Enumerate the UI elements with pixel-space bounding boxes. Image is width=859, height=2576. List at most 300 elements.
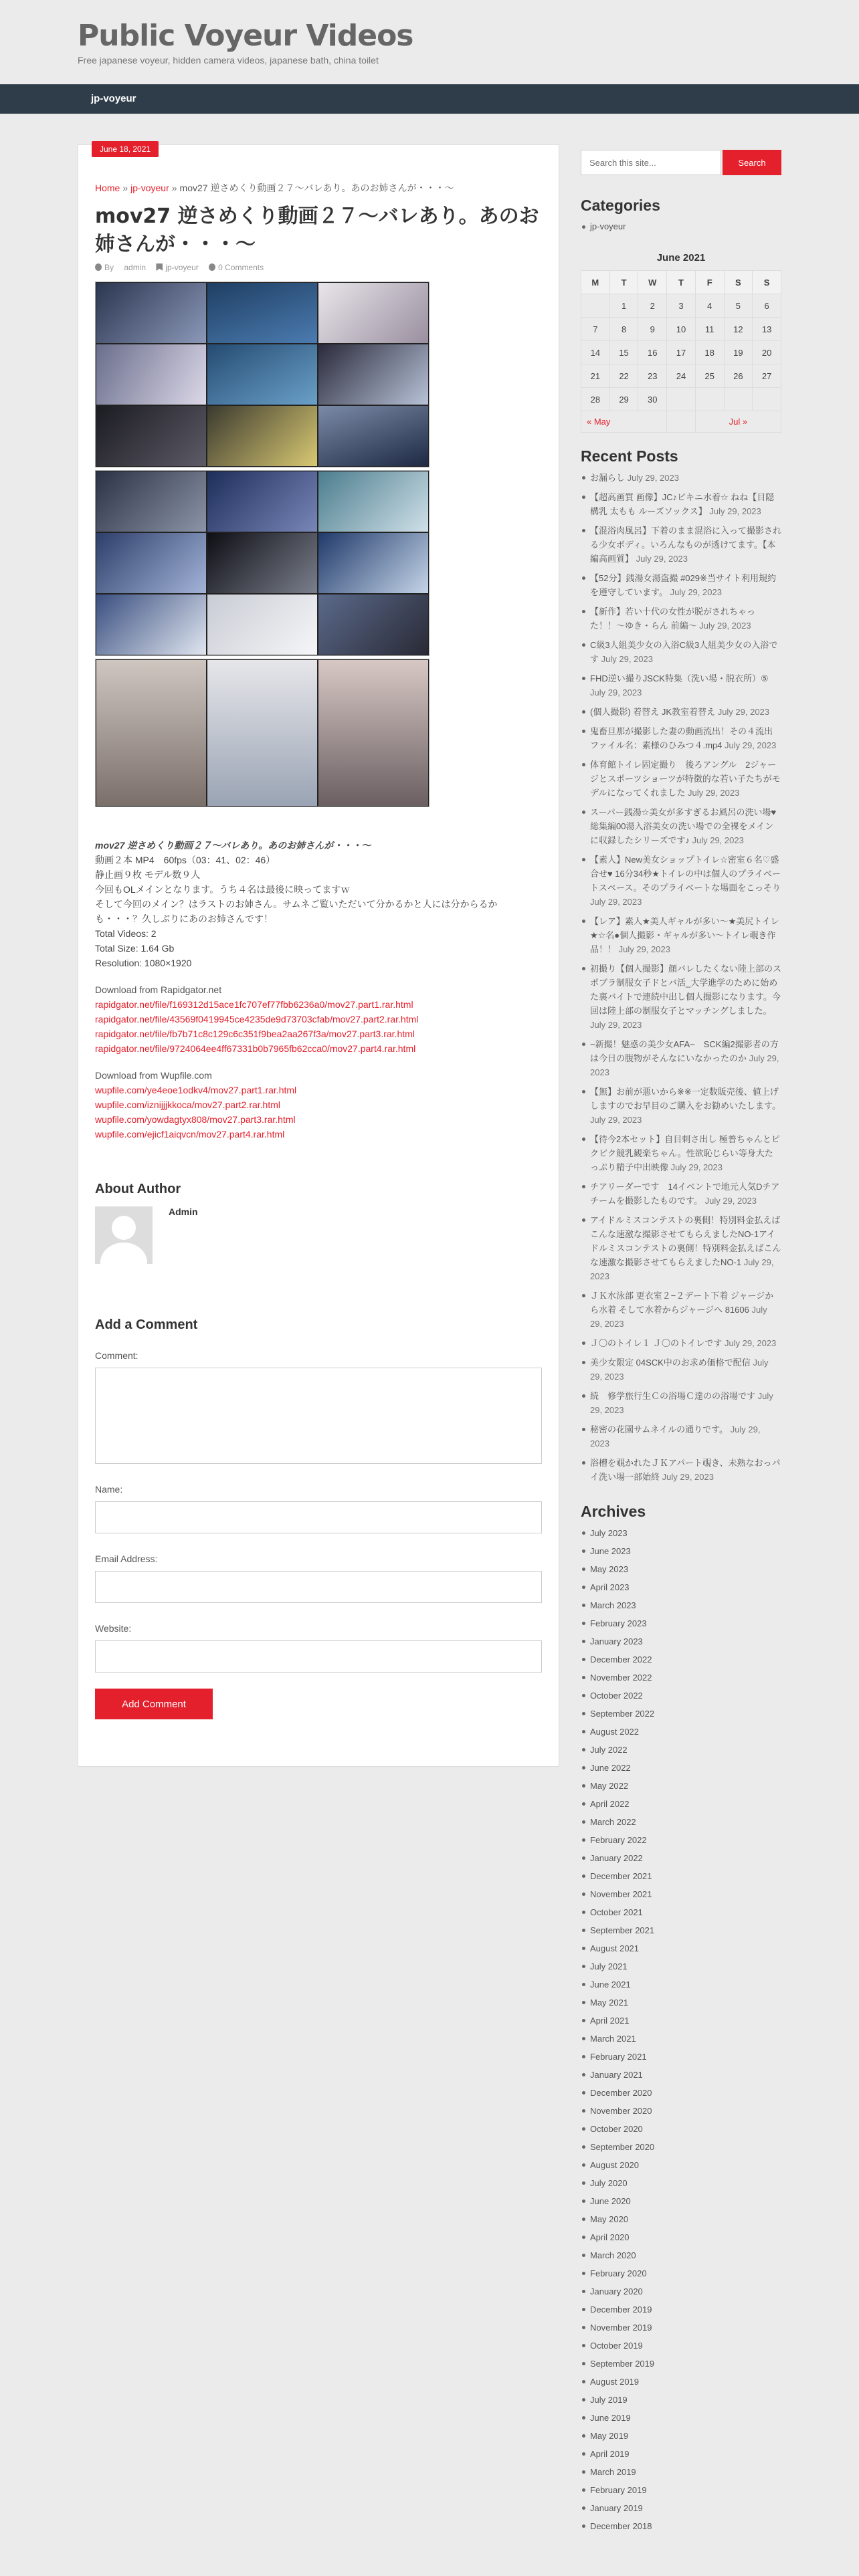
archive-link[interactable]: December 2020	[590, 2088, 652, 2098]
calendar-day: 22	[609, 364, 638, 388]
archive-link[interactable]: February 2021	[590, 2052, 647, 2062]
archive-item	[581, 2194, 781, 2208]
recent-post-item	[581, 853, 781, 909]
archive-item	[581, 1977, 781, 1992]
archive-link[interactable]: August 2020	[590, 2160, 640, 2170]
email-label: Email Address:	[95, 1553, 158, 1564]
archive-item	[581, 2230, 781, 2244]
recent-post-item	[581, 1289, 781, 1331]
description-line: そして今回のメイン？はラストのお姉さん。サムネご覧いただいて分かるかと人には分からるかも・・・？久しぶりにあのお姉さんです！	[95, 899, 498, 924]
archive-item	[581, 1887, 781, 1901]
download-link[interactable]: rapidgator.net/file/f169312d15ace1fc707ef77fbb6236a0/mov27.part1.rar.html	[95, 999, 413, 1010]
archive-item	[581, 1797, 781, 1811]
archive-link[interactable]: October 2020	[590, 2124, 643, 2134]
calendar-day-header: S	[724, 271, 753, 294]
thumbnail-image[interactable]	[95, 470, 430, 656]
archive-link[interactable]: July 2020	[590, 2178, 628, 2188]
recent-post-link[interactable]: C級3人組美少女の入浴C級3人組美少女の入浴です	[590, 640, 778, 664]
archive-item	[581, 2248, 781, 2262]
archive-item	[581, 2014, 781, 2028]
calendar-day-header: M	[581, 271, 610, 294]
site-title[interactable]: Public Voyeur Videos	[78, 19, 413, 53]
recent-post-link[interactable]: スーパー銭湯☆美女が多すぎるお風呂の洗い場♥総集編00湯入浴美女の洗い場での全裸をメインに収録したシリーズです♪	[590, 807, 777, 845]
archive-item	[581, 2483, 781, 2497]
archive-link[interactable]: June 2020	[590, 2196, 631, 2206]
recent-post-link[interactable]: 【52分】銭湯女湯盗撮 #029※当サイト利用規約を遵守しています。	[590, 573, 776, 597]
recent-post-date: July 29, 2023	[590, 1257, 774, 1281]
bookmark-icon	[156, 263, 163, 271]
archive-item	[581, 1779, 781, 1793]
archive-item	[581, 1833, 781, 1847]
archive-item	[581, 1652, 781, 1667]
breadcrumb-separator: »	[122, 183, 128, 193]
archive-item	[581, 1761, 781, 1775]
download-rapidgator	[95, 982, 542, 1056]
calendar-day-header: S	[753, 271, 781, 294]
post-title: mov27 逆さめくり動画２７〜バレあり。あのお姉さんが・・・〜	[95, 205, 539, 256]
download-link[interactable]: wupfile.com/ejicf1aiqvcn/mov27.part4.rar.html	[95, 1129, 285, 1140]
archive-link[interactable]: October 2019	[590, 2341, 643, 2351]
download-link[interactable]: wupfile.com/ye4eoe1odkv4/mov27.part1.rar.html	[95, 1085, 297, 1095]
recent-post-date: July 29, 2023	[590, 1115, 642, 1125]
archive-item	[581, 2465, 781, 2479]
calendar-day: 28	[581, 388, 610, 411]
recent-post-date: July 29, 2023	[590, 1053, 779, 1077]
archive-item	[581, 2321, 781, 2335]
recent-post-link[interactable]: FHD逆い撮りJSCK特集（洗い場・脱衣所）⑤	[590, 673, 769, 683]
search-widget	[581, 150, 781, 175]
calendar-day: 24	[667, 364, 696, 388]
author-row	[95, 1206, 542, 1264]
archives-list	[581, 1526, 781, 2533]
archive-link[interactable]: June 2019	[590, 2413, 631, 2423]
archive-item	[581, 2050, 781, 2064]
calendar-day	[695, 388, 724, 411]
archive-item	[581, 2176, 781, 2190]
archive-link[interactable]: April 2020	[590, 2232, 630, 2242]
archive-link[interactable]: April 2019	[590, 2449, 630, 2459]
archive-item	[581, 1544, 781, 1558]
recent-post-date: July 29, 2023	[590, 1424, 761, 1448]
author-name: Admin	[169, 1206, 198, 1217]
calendar-day: 15	[609, 341, 638, 364]
calendar-day: 20	[753, 341, 781, 364]
calendar-next-cell	[695, 411, 781, 433]
archive-link[interactable]: March 2019	[590, 2467, 636, 2477]
categories-heading: Categories	[581, 197, 660, 214]
archive-item	[581, 2447, 781, 2461]
calendar-day	[581, 294, 610, 318]
recent-post-item	[581, 1389, 781, 1417]
archive-link[interactable]: July 2023	[590, 1528, 628, 1538]
recent-posts-heading: Recent Posts	[581, 447, 678, 465]
nav-item-jp-voyeur[interactable]: jp-voyeur	[91, 93, 136, 104]
archive-item	[581, 1905, 781, 1919]
archive-item	[581, 2158, 781, 2172]
archive-item	[581, 1707, 781, 1721]
archive-item	[581, 1869, 781, 1883]
calendar-day: 10	[667, 318, 696, 341]
calendar-day: 27	[753, 364, 781, 388]
calendar-day: 12	[724, 318, 753, 341]
archive-link[interactable]: May 2022	[590, 1781, 629, 1791]
calendar-title: June 2021	[656, 252, 706, 263]
calendar-day: 29	[609, 388, 638, 411]
archive-link[interactable]: April 2023	[590, 1582, 630, 1592]
calendar	[581, 252, 781, 433]
search-button[interactable]: Search	[723, 150, 781, 175]
archive-link[interactable]: November 2020	[590, 2106, 652, 2116]
archive-link[interactable]: March 2021	[590, 2034, 636, 2044]
site-header	[0, 0, 859, 84]
archive-link[interactable]: July 2022	[590, 1745, 628, 1755]
comment-form	[95, 1317, 542, 1719]
recent-post-item	[581, 490, 781, 518]
recent-post-date: July 29, 2023	[636, 554, 688, 564]
archive-link[interactable]: December 2019	[590, 2304, 652, 2315]
calendar-empty-cell	[667, 411, 696, 433]
recent-post-item	[581, 1456, 781, 1484]
calendar-day	[724, 388, 753, 411]
website-field[interactable]	[95, 1640, 542, 1673]
recent-post-link[interactable]: Ｊ〇のトイレ１ Ｊ〇のトイレです	[590, 1338, 723, 1348]
calendar-day: 19	[724, 341, 753, 364]
archive-link[interactable]: July 2019	[590, 2395, 628, 2405]
recent-post-date: July 29, 2023	[687, 788, 740, 798]
calendar-day	[753, 388, 781, 411]
calendar-day: 18	[695, 341, 724, 364]
recent-post-item	[581, 758, 781, 800]
archive-link[interactable]: January 2020	[590, 2286, 643, 2296]
recent-post-link[interactable]: 秘密の花園サムネイルの通りです。	[590, 1424, 729, 1434]
archive-link[interactable]: September 2022	[590, 1709, 655, 1719]
recent-post-item	[581, 638, 781, 666]
download-link[interactable]: rapidgator.net/file/9724064ee4ff67331b0b7965fb62cca0/mov27.part4.rar.html	[95, 1043, 416, 1054]
calendar-day: 6	[753, 294, 781, 318]
archive-link[interactable]: February 2020	[590, 2268, 647, 2278]
description-lead: mov27 逆さめくり動画２７〜バレあり。あのお姉さんが・・・〜	[95, 840, 371, 851]
archive-link[interactable]: May 2021	[590, 1998, 629, 2008]
archive-item	[581, 2429, 781, 2443]
description-line: 今回もOLメインとなります。うち４名は最後に映ってますｗ	[95, 884, 351, 895]
archive-link[interactable]: January 2021	[590, 2070, 643, 2080]
comment-label: Comment:	[95, 1350, 138, 1361]
meta-comments[interactable]: 0 Comments	[218, 263, 264, 272]
archive-link[interactable]: March 2022	[590, 1817, 636, 1827]
description-line: Total Videos: 2	[95, 928, 157, 939]
recent-post-link[interactable]: チアリーダーです 14イベントで地元人気Dチアチームを撮影したものです。	[590, 1182, 780, 1206]
archive-link[interactable]: December 2022	[590, 1654, 652, 1665]
calendar-day-header: W	[638, 271, 667, 294]
archive-link[interactable]: March 2020	[590, 2250, 636, 2260]
recent-post-date: July 29, 2023	[699, 621, 751, 631]
recent-posts	[581, 447, 781, 1484]
recent-post-link[interactable]: 【レア】素人★美人ギャルが多い〜★美尻トイレ★☆名●個人撮影・ギャルが多い〜トイレ覗き作品！！	[590, 916, 779, 954]
recent-post-link[interactable]: アイドルミスコンテストの裏側！特別料金払えばこんな速激な撮影させてもらえましたNO-1アイドルミスコンテストの裏側！特別料金払えばこんな速激な撮影させてもらえましたNO-1	[590, 1215, 781, 1267]
archive-link[interactable]: August 2022	[590, 1727, 640, 1737]
comment-textarea[interactable]	[95, 1368, 542, 1464]
archive-link[interactable]: April 2021	[590, 2016, 630, 2026]
archive-item	[581, 2086, 781, 2100]
thumbnail-gallery	[95, 282, 430, 807]
calendar-day: 3	[667, 294, 696, 318]
archive-item	[581, 2266, 781, 2280]
post-meta	[95, 263, 542, 272]
description-line: Total Size: 1.64 Gb	[95, 943, 175, 954]
calendar-day: 5	[724, 294, 753, 318]
recent-post-date: July 29, 2023	[627, 473, 679, 483]
archive-link[interactable]: November 2022	[590, 1673, 652, 1683]
recent-post-date: July 29, 2023	[590, 1020, 642, 1030]
archive-link[interactable]: October 2022	[590, 1691, 643, 1701]
recent-post-link[interactable]: 【素人】New美女ショップトイレ☆密室６名♡盛合せ♥ 16分34秒★トイレの中は個人のプライベートスペース。そのプライベートな場面をこっそり	[590, 855, 781, 893]
breadcrumb-category[interactable]: jp-voyeur	[130, 183, 169, 193]
archive-item	[581, 2339, 781, 2353]
recent-post-link[interactable]: 浴槽を覗かれたＪＫアパート覗き、未熟なおっパイ洗い場一部始終	[590, 1458, 781, 1482]
recent-post-link[interactable]: 【無】お前が悪いから※※一定数販売後、値上げしますのでお早目のご購入をお勧めいたします。	[590, 1087, 781, 1111]
recent-post-link[interactable]: 続 修学旅行生Ｃの浴場Ｃ達のの浴場です	[590, 1391, 756, 1401]
post	[78, 144, 559, 1767]
main-nav	[0, 84, 859, 114]
calendar-day: 2	[638, 294, 667, 318]
email-field[interactable]	[95, 1571, 542, 1603]
archive-item	[581, 2104, 781, 2118]
recent-post-link[interactable]: ~新撮！魅惑の美少女AFA~ SCK編2撮影者の方は今日の腹物がそんなにいなかったのか	[590, 1039, 779, 1063]
recent-post-date: July 29, 2023	[724, 1338, 777, 1348]
category-item[interactable]	[581, 220, 781, 233]
recent-post-date: July 29, 2023	[692, 835, 744, 845]
thumbnail-image[interactable]	[95, 282, 430, 467]
archive-link[interactable]: September 2020	[590, 2142, 655, 2152]
recent-post-link[interactable]: 【混浴肉風呂】下着のまま混浴に入って撮影される少女ボディ。いろんなものが透けてます。【本編高画質】	[590, 526, 782, 564]
description-line: 静止画９枚 モデル数９人	[95, 869, 201, 880]
calendar-day: 1	[609, 294, 638, 318]
recent-post-date: July 29, 2023	[618, 944, 670, 954]
archive-item	[581, 1725, 781, 1739]
comment-icon	[209, 263, 215, 271]
archive-item	[581, 2375, 781, 2389]
description-line: Resolution: 1080×1920	[95, 958, 192, 968]
recent-posts-list	[581, 471, 781, 1484]
recent-post-item	[581, 1037, 781, 1079]
about-author	[95, 1182, 542, 1264]
archive-link[interactable]: February 2022	[590, 1835, 647, 1845]
recent-post-date: July 29, 2023	[590, 687, 642, 697]
recent-post-item	[581, 805, 781, 847]
calendar-day: 26	[724, 364, 753, 388]
download-link[interactable]: rapidgator.net/file/fb7b71c8c129c6c351f9bea2aa267f3a/mov27.part3.rar.html	[95, 1029, 415, 1039]
calendar-prev-link[interactable]: « May	[587, 417, 611, 427]
name-field[interactable]	[95, 1501, 542, 1533]
search-input[interactable]	[581, 150, 721, 175]
meta-by: By	[104, 263, 114, 272]
thumbnail-image[interactable]	[95, 659, 430, 807]
archive-link[interactable]: June 2023	[590, 1546, 631, 1556]
recent-post-item	[581, 962, 781, 1032]
download-link[interactable]: wupfile.com/iznijjjkkoca/mov27.part2.rar.html	[95, 1099, 280, 1110]
recent-post-link[interactable]: 【超高画質 画像】JC♪ビキニ水着☆ ねね【目隠 構乳 太もも ルーズソックス】	[590, 492, 775, 516]
add-comment-button[interactable]: Add Comment	[95, 1689, 213, 1719]
download-link[interactable]: wupfile.com/yowdagtyx808/mov27.part3.rar.html	[95, 1114, 296, 1125]
archive-link[interactable]: May 2019	[590, 2431, 629, 2441]
archive-link[interactable]: October 2021	[590, 1907, 643, 1917]
recent-post-link[interactable]: 体育館トイレ固定撮り 後ろアングル 2ジャージとスポーツショーツが特徴的な若い子たちがモデルになってくれました	[590, 760, 781, 798]
archive-item	[581, 2032, 781, 2046]
calendar-day: 8	[609, 318, 638, 341]
archive-item	[581, 2519, 781, 2533]
archive-link[interactable]: May 2020	[590, 2214, 629, 2224]
calendar-day: 11	[695, 318, 724, 341]
recent-post-date: July 29, 2023	[590, 1391, 773, 1415]
meta-author[interactable]: admin	[124, 263, 147, 272]
archive-item	[581, 1526, 781, 1540]
archive-link[interactable]: September 2021	[590, 1925, 655, 1935]
about-author-heading: About Author	[95, 1182, 181, 1196]
archive-link[interactable]: June 2021	[590, 1979, 631, 1990]
calendar-day-header: F	[695, 271, 724, 294]
calendar-day-header: T	[609, 271, 638, 294]
breadcrumb-separator: »	[171, 183, 177, 193]
calendar-day: 4	[695, 294, 724, 318]
recent-post-link[interactable]: お漏らし	[590, 473, 626, 483]
archive-item	[581, 1689, 781, 1703]
recent-post-item	[581, 724, 781, 752]
archive-item	[581, 1562, 781, 1576]
recent-post-item	[581, 1085, 781, 1127]
website-label: Website:	[95, 1623, 132, 1634]
recent-post-item	[581, 705, 781, 719]
calendar-day: 14	[581, 341, 610, 364]
recent-post-item	[581, 524, 781, 566]
archive-link[interactable]: April 2022	[590, 1799, 630, 1809]
archive-link[interactable]: August 2021	[590, 1943, 640, 1953]
calendar-prev-cell	[581, 411, 667, 433]
archive-item	[581, 2122, 781, 2136]
calendar-day: 21	[581, 364, 610, 388]
archive-link[interactable]: November 2019	[590, 2323, 652, 2333]
recent-post-date: July 29, 2023	[704, 1196, 757, 1206]
archive-link[interactable]: August 2019	[590, 2377, 640, 2387]
calendar-day: 16	[638, 341, 667, 364]
categories-list	[581, 220, 781, 233]
archive-link[interactable]: September 2019	[590, 2359, 655, 2369]
archive-link[interactable]: March 2023	[590, 1600, 636, 1610]
archive-item	[581, 1815, 781, 1829]
sidebar	[581, 150, 781, 2537]
recent-post-date: July 29, 2023	[717, 707, 770, 717]
archive-item	[581, 1959, 781, 1973]
archive-item	[581, 1598, 781, 1612]
archive-item	[581, 1743, 781, 1757]
recent-post-link[interactable]: 【待今2本セット】自目刺さ出し 極普ちゃんとピクピク競乳観楽ちゃん。性欲恥じらい等身大たっぷり精子中出映像	[590, 1134, 780, 1172]
archive-item	[581, 2068, 781, 2082]
archive-item	[581, 2393, 781, 2407]
archive-item	[581, 2411, 781, 2425]
breadcrumb-home[interactable]: Home	[95, 183, 120, 193]
breadcrumb-current: mov27 逆さめくり動画２７〜バレあり。あのお姉さんが・・・〜	[179, 183, 454, 193]
archive-link[interactable]: February 2019	[590, 2485, 647, 2495]
archive-item	[581, 1671, 781, 1685]
recent-post-item	[581, 1336, 781, 1350]
recent-post-date: July 29, 2023	[590, 1305, 767, 1329]
archive-link[interactable]: January 2023	[590, 1636, 643, 1646]
recent-post-link[interactable]: ＪＫ水泳部 更衣室２−２デート下着 ジャージから水着 そして水着からジャージへ 81606	[590, 1291, 774, 1315]
recent-post-item	[581, 1422, 781, 1451]
archive-item	[581, 2357, 781, 2371]
calendar-table	[581, 270, 781, 433]
recent-post-item	[581, 1180, 781, 1208]
archive-link[interactable]: May 2023	[590, 1564, 629, 1574]
download-label: Download from Wupfile.com	[95, 1070, 212, 1081]
recent-post-date: July 29, 2023	[662, 1472, 714, 1482]
archive-link[interactable]: June 2022	[590, 1763, 631, 1773]
archive-link[interactable]: December 2018	[590, 2521, 652, 2531]
recent-post-link[interactable]: 美少女限定 04SCK中のお求め価格で配信	[590, 1358, 751, 1368]
calendar-day: 17	[667, 341, 696, 364]
recent-post-item	[581, 1213, 781, 1283]
recent-post-item	[581, 571, 781, 599]
recent-post-item	[581, 471, 781, 485]
archive-item	[581, 1616, 781, 1630]
calendar-day: 7	[581, 318, 610, 341]
archive-item	[581, 2284, 781, 2298]
meta-category[interactable]: jp-voyeur	[165, 263, 199, 272]
calendar-next-link[interactable]: Jul »	[729, 417, 748, 427]
category-link[interactable]: jp-voyeur	[590, 221, 626, 231]
archive-item	[581, 2302, 781, 2317]
name-label: Name:	[95, 1484, 123, 1495]
download-label: Download from Rapidgator.net	[95, 984, 222, 995]
description-line: 動画２本 MP4 60fps（03：41、02：46）	[95, 855, 276, 865]
calendar-day: 25	[695, 364, 724, 388]
avatar	[95, 1206, 153, 1264]
download-link[interactable]: rapidgator.net/file/43569f0419945ce4235de9d73703cfab/mov27.part2.rar.html	[95, 1014, 419, 1025]
archive-item	[581, 1996, 781, 2010]
comment-heading: Add a Comment	[95, 1317, 198, 1332]
archive-link[interactable]: July 2021	[590, 1961, 628, 1971]
archives-heading: Archives	[581, 1503, 646, 1520]
calendar-day: 30	[638, 388, 667, 411]
recent-post-link[interactable]: 【新作】若い十代の女性が脱がされちゃった！！〜ゆき・らん 前編〜	[590, 607, 756, 631]
user-icon	[95, 263, 102, 271]
archive-link[interactable]: December 2021	[590, 1871, 652, 1881]
recent-post-link[interactable]: 鬼畜旦那が撮影した妻の動画流出！その４流出ファイル名：素様のひみつ４.mp4	[590, 726, 773, 750]
post-description	[95, 838, 542, 970]
recent-post-date: July 29, 2023	[709, 506, 761, 516]
archive-link[interactable]: January 2022	[590, 1853, 643, 1863]
calendar-day: 13	[753, 318, 781, 341]
archive-item	[581, 2140, 781, 2154]
breadcrumb	[95, 181, 542, 195]
recent-post-date: July 29, 2023	[725, 740, 777, 750]
archive-link[interactable]: November 2021	[590, 1889, 652, 1899]
recent-post-date: July 29, 2023	[590, 897, 642, 907]
recent-post-item	[581, 671, 781, 700]
calendar-day: 23	[638, 364, 667, 388]
archive-item	[581, 1634, 781, 1648]
date-badge: June 18, 2021	[92, 141, 159, 157]
archive-item	[581, 1851, 781, 1865]
recent-post-item	[581, 1132, 781, 1174]
recent-post-link[interactable]: (個人撮影) 着替え JK教室着替え	[590, 707, 716, 717]
recent-post-link[interactable]: 初撮り【個人撮影】顔バレしたくない陸上部のスポブラ制服女子ドとバ活_大学進学のために始めた裏バイトで連続中出し個人撮影になります。今回は陸上部の制服女子とマッチングしました。	[590, 964, 782, 1016]
archive-link[interactable]: February 2023	[590, 1618, 647, 1628]
archive-link[interactable]: January 2019	[590, 2503, 643, 2513]
main-content	[78, 144, 559, 1767]
recent-post-date: July 29, 2023	[601, 654, 653, 664]
archives	[581, 1503, 781, 2533]
recent-post-date: July 29, 2023	[670, 1162, 723, 1172]
